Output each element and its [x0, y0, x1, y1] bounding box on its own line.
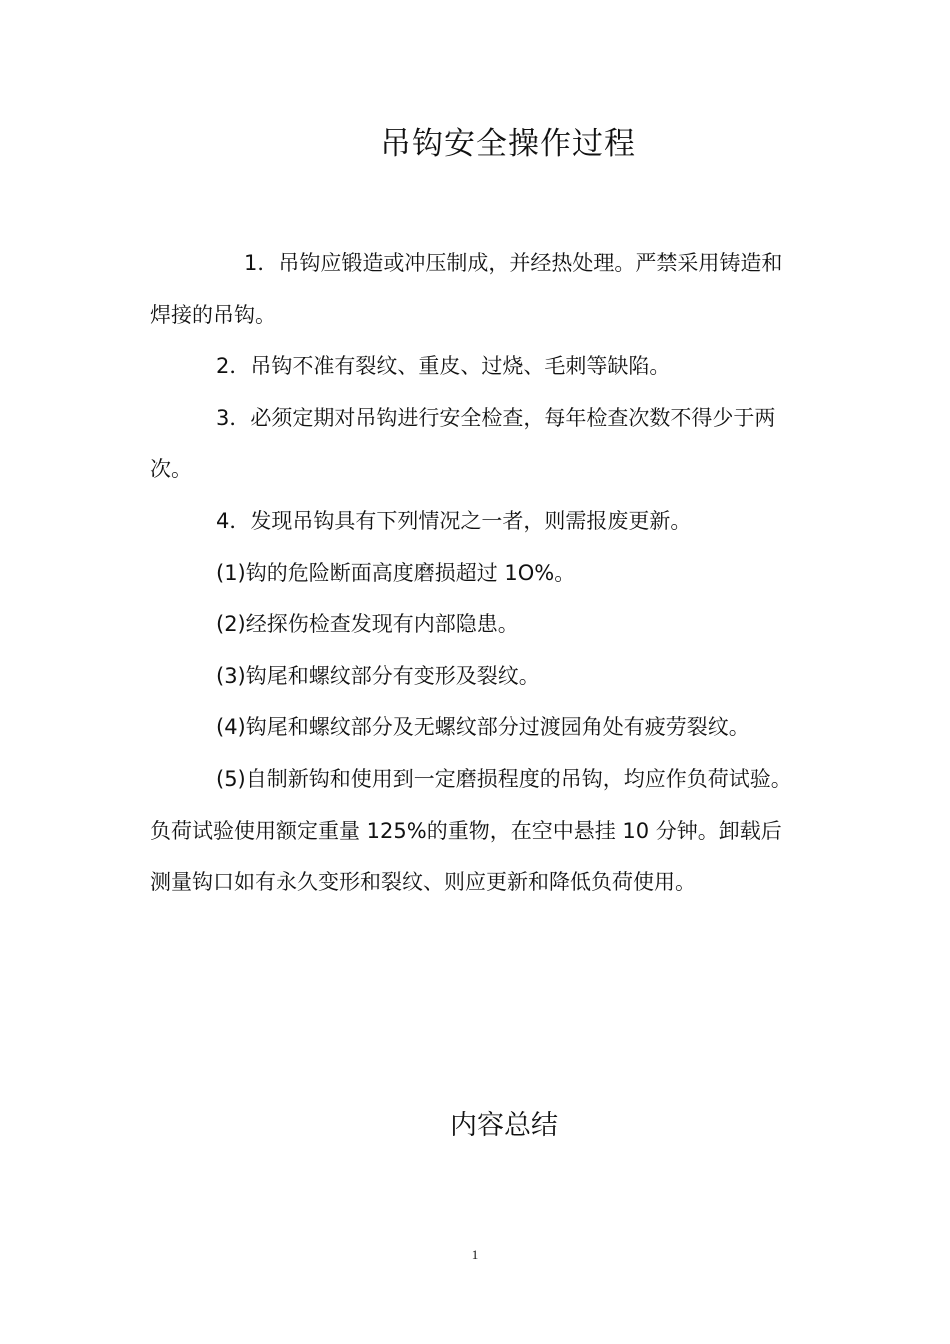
paragraph-4-item-4: (4)钩尾和螺纹部分及无螺纹部分过渡园角处有疲劳裂纹。: [216, 715, 750, 740]
paragraph-2: 2．吊钩不准有裂纹、重皮、过烧、毛刺等缺陷。: [216, 354, 671, 379]
paragraph-1: 1．吊钩应锻造或冲压制成，并经热处理。严禁采用铸造和焊接的吊钩。: [150, 251, 783, 327]
paragraph-4: 4．发现吊钩具有下列情况之一者，则需报废更新。: [216, 508, 692, 533]
paragraph-4-item-3: (3)钩尾和螺纹部分有变形及裂纹。: [216, 663, 540, 688]
paragraph-4-item-1: (1)钩的危险断面高度磨损超过 1O%。: [216, 560, 576, 585]
document-body: [150, 238, 802, 909]
summary-heading: 内容总结: [450, 1110, 558, 1141]
document-title: 吊钩安全操作过程: [380, 126, 636, 162]
paragraph-3: 3．必须定期对吊钩进行安全检查，每年检查次数不得少于两次。: [150, 405, 776, 482]
page-number: 1: [471, 1247, 479, 1262]
paragraph-4-item-2: (2)经探伤检查发现有内部隐患。: [216, 612, 519, 637]
paragraph-4-item-5: (5)自制新钩和使用到一定磨损程度的吊钩，均应作负荷试验。负荷试验使用额定重量 125%的重物，在空中悬挂 10 分钟。卸载后测量钩口如有永久变形和裂纹、则应更新和降低负荷使用。: [150, 766, 792, 895]
